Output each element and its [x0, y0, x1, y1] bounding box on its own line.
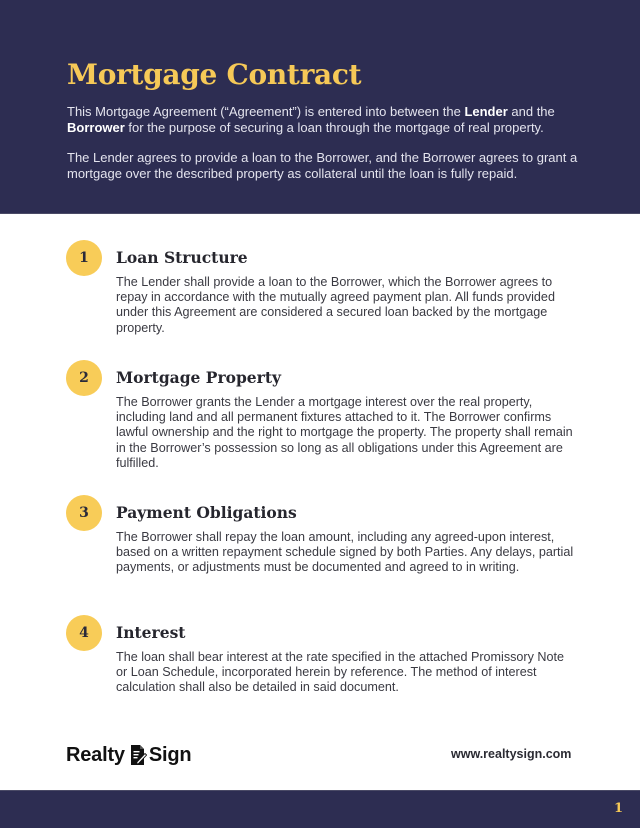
intro-text: for the purpose of securing a loan through the mortgage of real property. — [124, 120, 544, 135]
section-title: Interest — [116, 623, 186, 642]
section-title: Loan Structure — [116, 248, 248, 267]
brand-name-left: Realty — [66, 743, 125, 766]
page-number: 1 — [613, 801, 623, 816]
brand-name-right: Sign — [148, 743, 192, 766]
section-number-badge: 1 — [66, 240, 102, 276]
header-banner — [0, 0, 640, 214]
footer-bar — [0, 790, 640, 828]
lender-term: Lender — [464, 104, 508, 119]
section-body: The loan shall bear interest at the rate specified in the attached Promissory Note or Loan Schedule, incorporated herein by reference. The method of interest calculation shall also be detailed in said document. — [116, 650, 565, 695]
website-link[interactable]: www.realtysign.com — [451, 747, 572, 761]
section-body: The Borrower shall repay the loan amount, including any agreed-upon interest, based on a written repayment schedule signed by both Parties. Any delays, partial payments, or adjustments must be documented and agreed to in writing. — [116, 530, 574, 575]
intro-text: and the — [507, 104, 555, 119]
section-title: Payment Obligations — [116, 503, 297, 522]
page-title: Mortgage Contract — [67, 58, 362, 91]
borrower-term: Borrower — [67, 120, 125, 135]
section-body: The Borrower grants the Lender a mortgage interest over the real property, including land and all permanent fixtures attached to it. The Borrower confirms lawful ownership and the right to mortgage the property. The property shall remain in the Borrower’s possession so long as all obligations under this Agreement are fulfilled. — [116, 395, 573, 470]
intro-text: This Mortgage Agreement (“Agreement”) is entered into between the — [67, 104, 465, 119]
brand-logo — [66, 742, 191, 768]
document-sign-icon — [130, 744, 147, 766]
section-body: The Lender shall provide a loan to the Borrower, which the Borrower agrees to repay in accordance with the mutually agreed payment plan. All funds provided under this Agreement are considered a secured loan backed by the mortgage property. — [116, 275, 555, 335]
section-number-badge: 3 — [66, 495, 102, 531]
section-number-badge: 4 — [66, 615, 102, 651]
intro-paragraph-2: The Lender agrees to provide a loan to the Borrower, and the Borrower agrees to grant a mortgage over the described property as collateral until the loan is fully repaid. — [67, 150, 578, 181]
intro-paragraph-1 — [67, 104, 587, 136]
section-number-badge: 2 — [66, 360, 102, 396]
section-title: Mortgage Property — [116, 368, 281, 387]
